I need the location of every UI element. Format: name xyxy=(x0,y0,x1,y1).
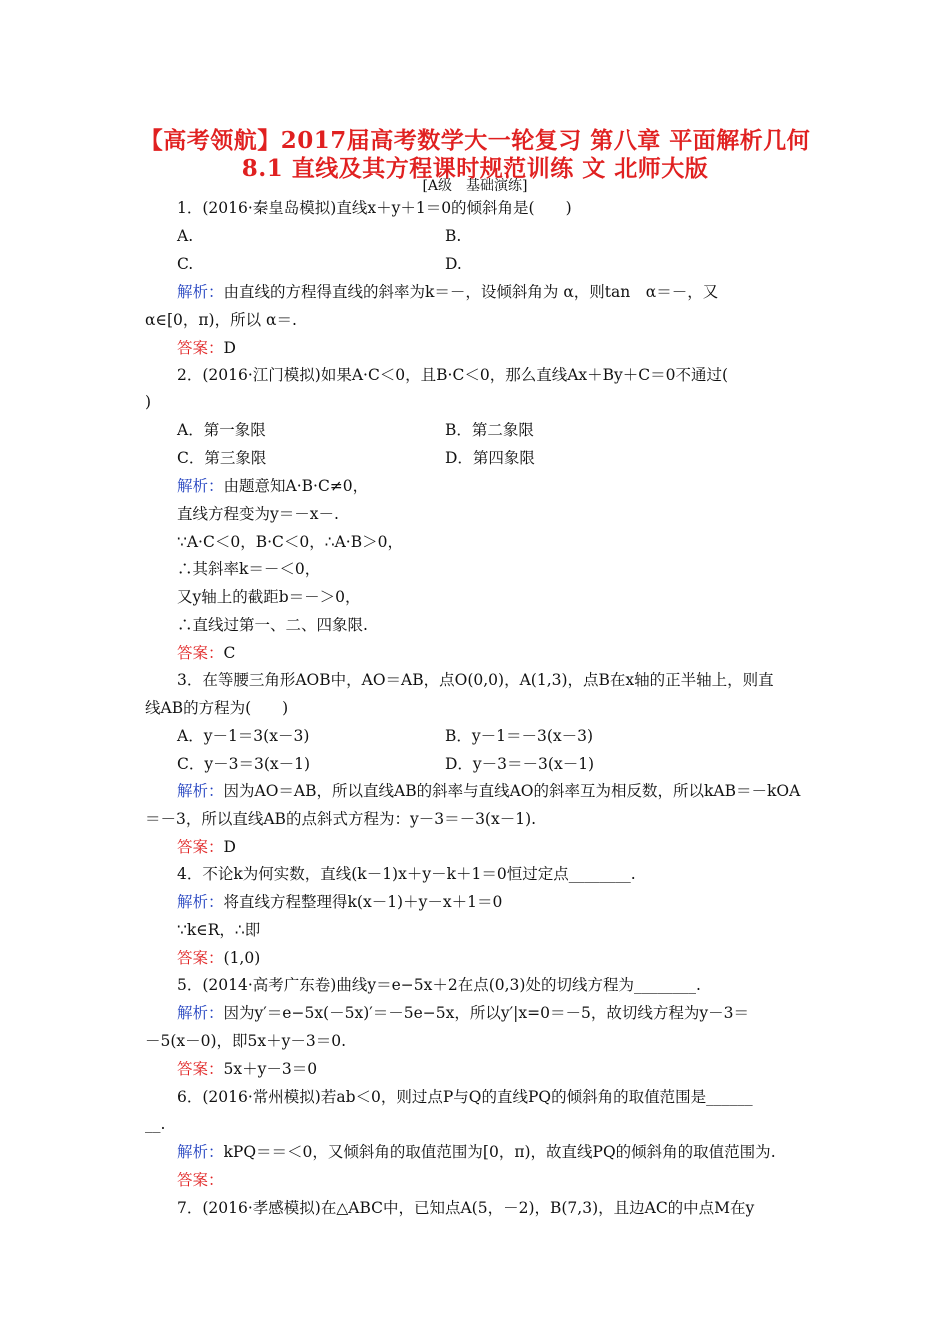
q4-analysis-text-1: 将直线方程整理得k(x－1)＋y－x＋1＝0 xyxy=(223,893,503,911)
q2-analysis-line-6: ∴直线过第一、二、四象限. xyxy=(177,616,368,634)
answer-label: 答案： xyxy=(177,339,224,357)
q3-option-b: B．y－1＝－3(x－3) xyxy=(445,727,594,745)
q1-option-b: B. xyxy=(445,227,462,245)
q3-analysis-line-1 xyxy=(177,781,845,801)
q3-analysis-text-1: 因为AO＝AB，所以直线AB的斜率与直线AO的斜率互为相反数，所以kAB＝－kOA xyxy=(223,782,801,800)
q5-answer: 5x＋y－3＝0 xyxy=(223,1060,318,1078)
q1-analysis-text-1: 由直线的方程得直线的斜率为k＝－，设倾斜角为 α，则tan α＝－，又 xyxy=(223,283,719,301)
q2-analysis-line-5: 又y轴上的截距b＝－＞0， xyxy=(177,588,361,606)
q2-analysis-line-2: 直线方程变为y＝－x－. xyxy=(177,505,339,523)
q6-answer-line xyxy=(177,1170,845,1190)
q2-stem-line-2: ) xyxy=(145,393,152,411)
answer-label: 答案： xyxy=(177,1060,224,1078)
q5-answer-line xyxy=(177,1059,845,1079)
analysis-label: 解析： xyxy=(177,1143,224,1161)
answer-label: 答案： xyxy=(177,1171,224,1189)
q6-analysis-line-1 xyxy=(177,1142,845,1162)
q1-analysis-line-1 xyxy=(177,282,845,302)
analysis-label: 解析： xyxy=(177,782,224,800)
q3-answer-line xyxy=(177,837,845,857)
q2-stem-line-1: 2．(2016·江门模拟)如果A·C＜0，且B·C＜0，那么直线Ax＋By＋C＝0不通过( xyxy=(177,366,729,384)
q3-option-d: D．y－3＝－3(x－1) xyxy=(445,755,595,773)
q5-stem: 5．(2014·高考广东卷)曲线y＝e−5x＋2在点(0,3)处的切线方程为________. xyxy=(177,976,701,994)
q6-stem-line-2: __. xyxy=(145,1115,166,1133)
q4-answer-line xyxy=(177,948,845,968)
section-subtitle: [A级 基础演练] xyxy=(422,178,528,194)
q2-answer-line xyxy=(177,643,845,663)
analysis-label: 解析： xyxy=(177,893,224,911)
q1-option-d: D. xyxy=(445,255,462,273)
document-title-line-2: 8.1 直线及其方程课时规范训练 文 北师大版 xyxy=(241,155,709,182)
q3-option-a: A．y－1＝3(x－3) xyxy=(177,727,310,745)
q5-analysis-line-2: －5(x－0)，即5x＋y－3＝0. xyxy=(145,1032,347,1050)
q6-stem-line-1: 6．(2016·常州模拟)若ab＜0，则过点P与Q的直线PQ的倾斜角的取值范围是______ xyxy=(177,1088,753,1106)
analysis-label: 解析： xyxy=(177,283,224,301)
q2-analysis-line-4: ∴其斜率k＝－＜0， xyxy=(177,560,321,578)
answer-label: 答案： xyxy=(177,949,224,967)
analysis-label: 解析： xyxy=(177,477,224,495)
q1-answer-line xyxy=(177,338,845,358)
q7-stem-line-1: 7．(2016·孝感模拟)在△ABC中，已知点A(5，－2)，B(7,3)，且边AC的中点M在y xyxy=(177,1199,755,1217)
q3-stem-line-1: 3．在等腰三角形AOB中，AO＝AB，点O(0,0)，A(1,3)，点B在x轴的正半轴上，则直 xyxy=(177,671,774,689)
document-title-line-1: 【高考领航】2017届高考数学大一轮复习 第八章 平面解析几何 xyxy=(139,127,811,154)
q1-option-a: A. xyxy=(177,227,194,245)
q4-analysis-line-1 xyxy=(177,892,845,912)
q2-analysis-text-1: 由题意知A·B·C≠0， xyxy=(223,477,369,495)
q2-option-a: A．第一象限 xyxy=(177,421,266,439)
q2-option-b: B．第二象限 xyxy=(445,421,534,439)
q3-stem-line-2: 线AB的方程为( ) xyxy=(145,699,289,717)
q6-analysis-text-1: kPQ＝＝＜0，又倾斜角的取值范围为[0，π)，故直线PQ的倾斜角的取值范围为. xyxy=(223,1143,776,1161)
q2-analysis-line-3: ∵A·C＜0，B·C＜0，∴A·B＞0， xyxy=(177,533,403,551)
q1-answer: D xyxy=(223,339,236,357)
answer-label: 答案： xyxy=(177,644,224,662)
q1-option-c: C. xyxy=(177,255,194,273)
q2-option-d: D．第四象限 xyxy=(445,449,535,467)
q3-analysis-line-2: ＝－3，所以直线AB的点斜式方程为：y－3＝－3(x－1). xyxy=(145,810,537,828)
q3-answer: D xyxy=(223,838,236,856)
q1-analysis-line-2: α∈[0，π)，所以 α＝. xyxy=(145,311,297,329)
q4-analysis-line-2: ∵k∈R，∴即 xyxy=(177,921,261,939)
q1-stem: 1．(2016·秦皇岛模拟)直线x＋y＋1＝0的倾斜角是( ) xyxy=(177,199,572,217)
answer-label: 答案： xyxy=(177,838,224,856)
q5-analysis-line-1 xyxy=(177,1003,845,1023)
analysis-label: 解析： xyxy=(177,1004,224,1022)
q3-option-c: C．y－3＝3(x－1) xyxy=(177,755,311,773)
q2-analysis-line-1 xyxy=(177,476,845,496)
q4-stem: 4．不论k为何实数，直线(k－1)x＋y－k＋1＝0恒过定点________. xyxy=(177,865,636,883)
q4-answer: (1,0) xyxy=(223,949,261,967)
q5-analysis-text-1: 因为y′＝e−5x(－5x)′＝－5e−5x，所以y′|x=0＝－5，故切线方程为y－3＝ xyxy=(223,1004,749,1022)
q2-answer: C xyxy=(223,644,236,662)
q2-option-c: C．第三象限 xyxy=(177,449,267,467)
